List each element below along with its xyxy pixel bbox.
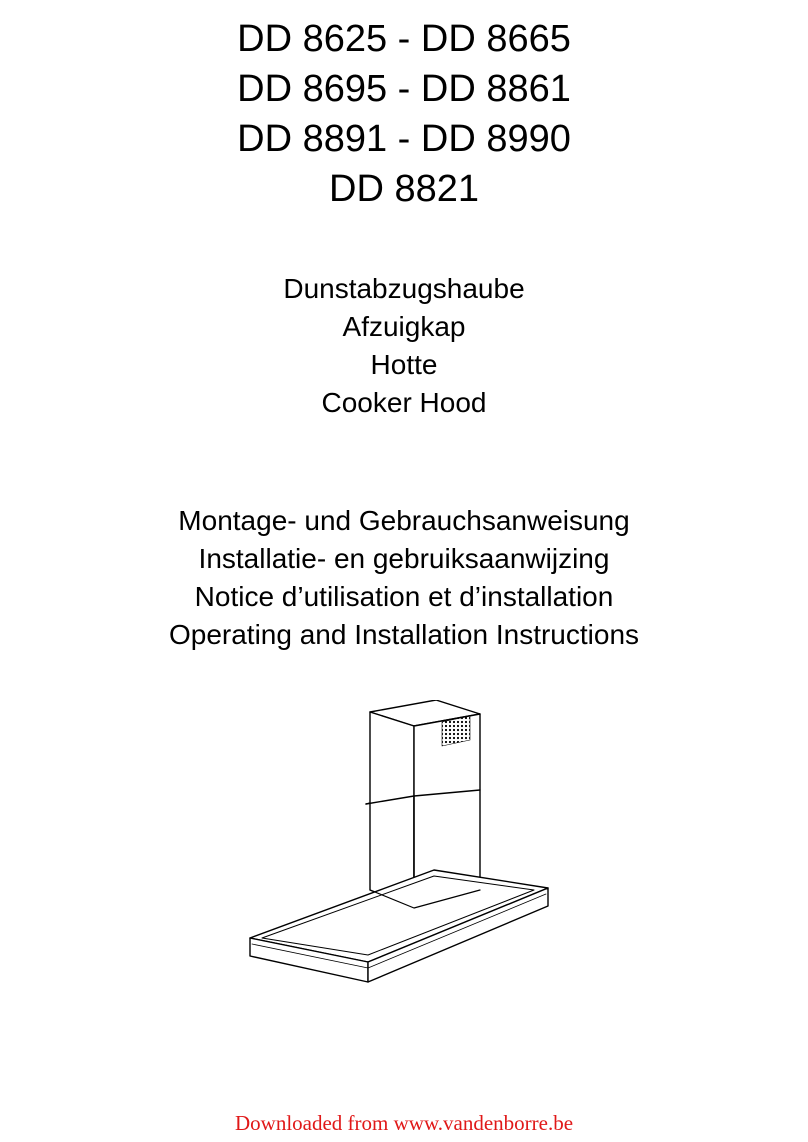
chimney-left-face (370, 712, 414, 908)
model-numbers (0, 14, 808, 214)
model-line: DD 8625 - DD 8665 (237, 18, 571, 60)
manual-title-nl: Installatie- en gebruiksaanwijzing (198, 543, 610, 574)
manual-title-en: Operating and Installation Instructions (168, 619, 640, 650)
model-line: DD 8695 - DD 8861 (237, 68, 571, 110)
manual-title-fr: Notice d’utilisation et d’installation (194, 581, 614, 612)
product-name-nl: Afzuigkap (342, 311, 466, 342)
product-name-en: Cooker Hood (321, 387, 487, 418)
product-name-de: Dunstabzugshaube (283, 273, 525, 304)
cooker-hood-illustration (244, 700, 554, 990)
product-name-fr: Hotte (370, 349, 438, 380)
manual-title-de: Montage- und Gebrauchsanweisung (178, 505, 630, 536)
cooker-hood-drawing (244, 700, 554, 990)
download-source-footer: Downloaded from www.vandenborre.be (234, 1111, 574, 1135)
model-line: DD 8891 - DD 8990 (237, 118, 571, 160)
model-line: DD 8821 (329, 168, 479, 210)
manual-titles (0, 502, 808, 654)
product-names (0, 270, 808, 422)
